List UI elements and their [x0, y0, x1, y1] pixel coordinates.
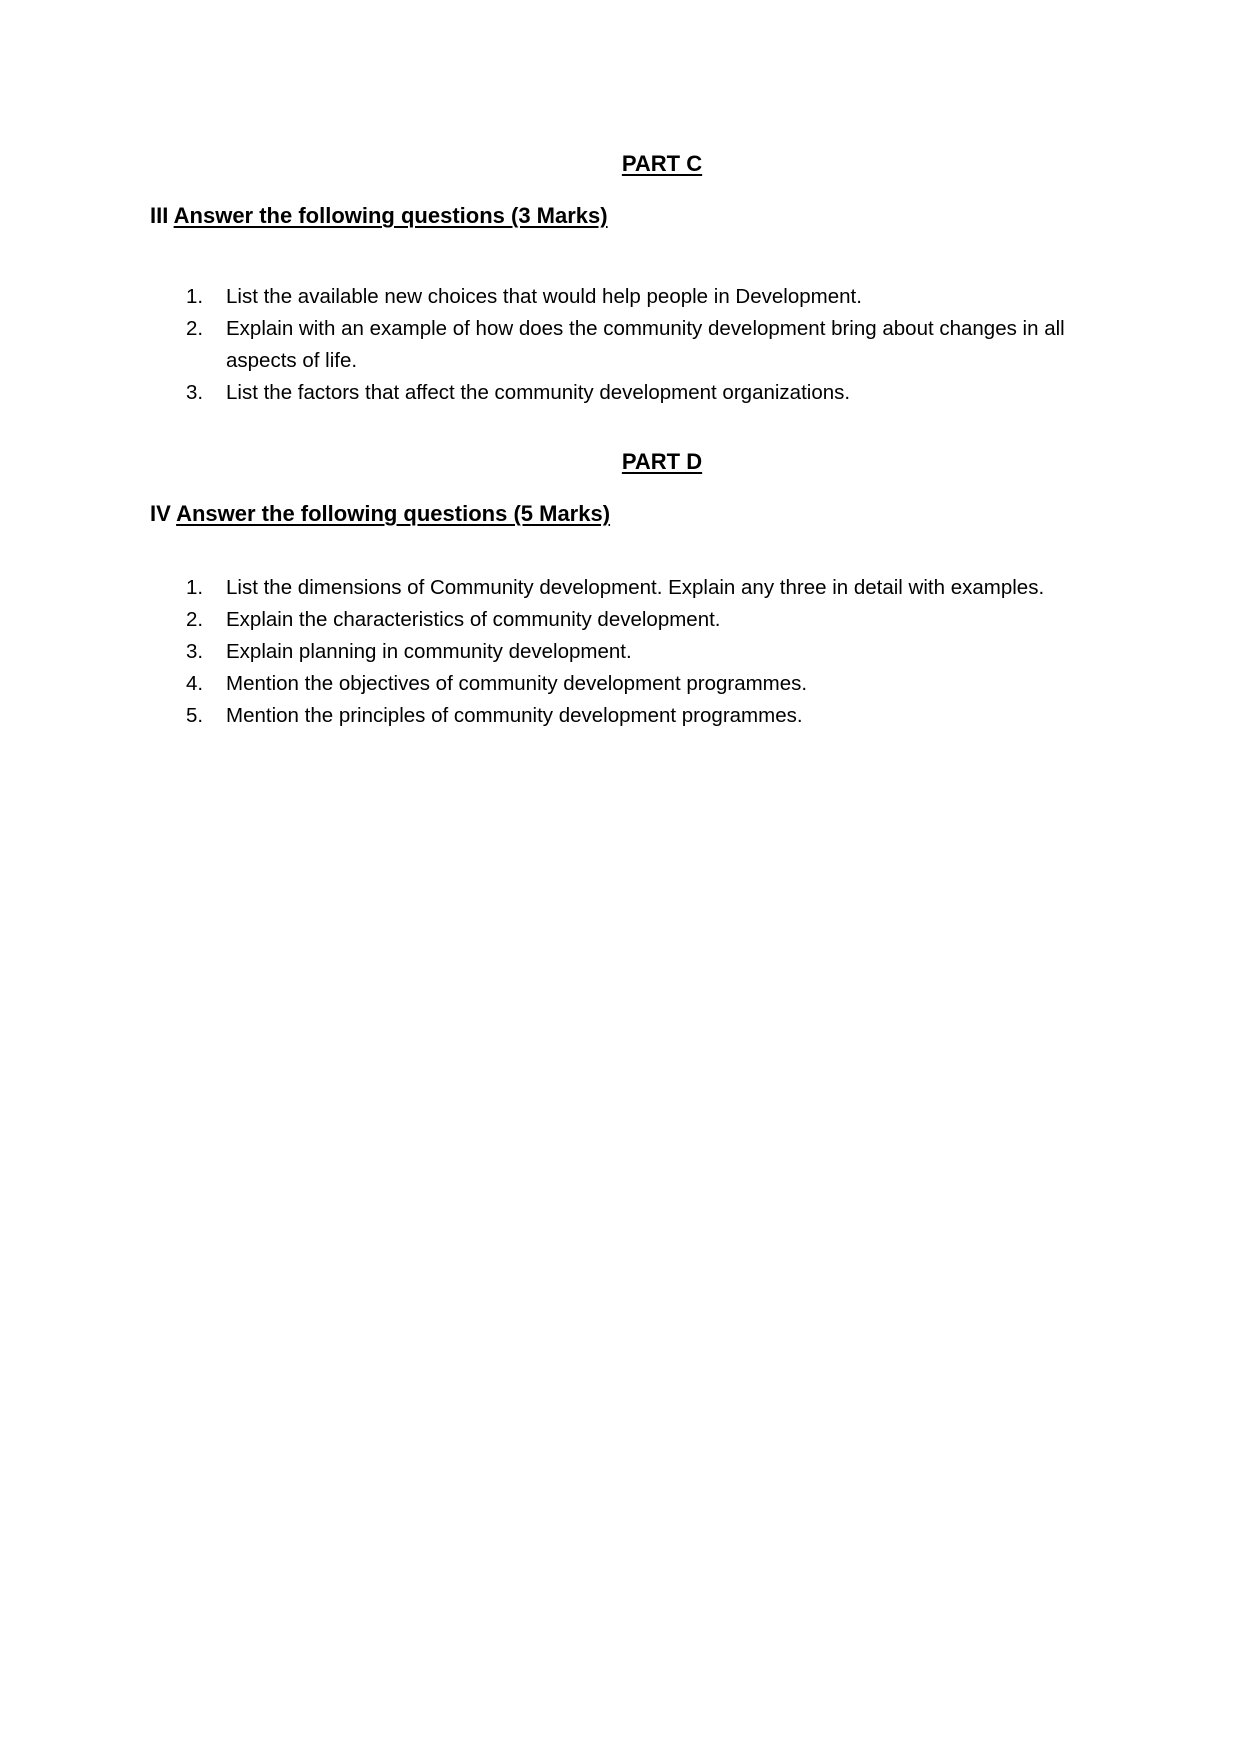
question-number: 3.	[186, 640, 204, 663]
part-d-heading: PART D	[621, 449, 703, 474]
question-item	[0, 313, 1076, 377]
part-c-section-numeral: III	[150, 203, 169, 228]
question-number: 2.	[186, 317, 204, 340]
question-item	[0, 700, 1076, 732]
part-c-heading: PART C	[621, 151, 703, 176]
question-text: Explain the characteristics of community development.	[226, 608, 721, 631]
question-item	[0, 636, 1076, 668]
question-number: 4.	[186, 672, 204, 695]
question-item	[0, 377, 1076, 409]
part-d-instruction: Answer the following questions (5 Marks)	[176, 501, 611, 526]
part-d-section-numeral: IV	[150, 501, 171, 526]
question-text: Explain with an example of how does the community development bring about changes in all aspects of life.	[226, 317, 1065, 372]
question-number: 2.	[186, 608, 204, 631]
question-number: 1.	[186, 576, 204, 599]
question-item	[0, 604, 1076, 636]
question-item	[0, 281, 1076, 313]
question-text: List the available new choices that would help people in Development.	[226, 285, 862, 308]
question-number: 3.	[186, 381, 204, 404]
question-text: Mention the principles of community development programmes.	[226, 704, 803, 727]
question-text: List the factors that affect the community development organizations.	[226, 381, 851, 404]
question-text: Mention the objectives of community development programmes.	[226, 672, 808, 695]
part-d-section-heading	[150, 500, 610, 528]
part-d-question-list	[0, 572, 1076, 732]
part-c-instruction: Answer the following questions (3 Marks)	[173, 203, 608, 228]
part-c-section-heading	[150, 202, 608, 230]
question-number: 5.	[186, 704, 204, 727]
question-item	[0, 572, 1076, 604]
question-text: List the dimensions of Community development. Explain any three in detail with examples.	[226, 576, 1045, 599]
part-c-question-list	[0, 281, 1076, 409]
question-number: 1.	[186, 285, 204, 308]
question-text: Explain planning in community development.	[226, 640, 632, 663]
question-item	[0, 668, 1076, 700]
